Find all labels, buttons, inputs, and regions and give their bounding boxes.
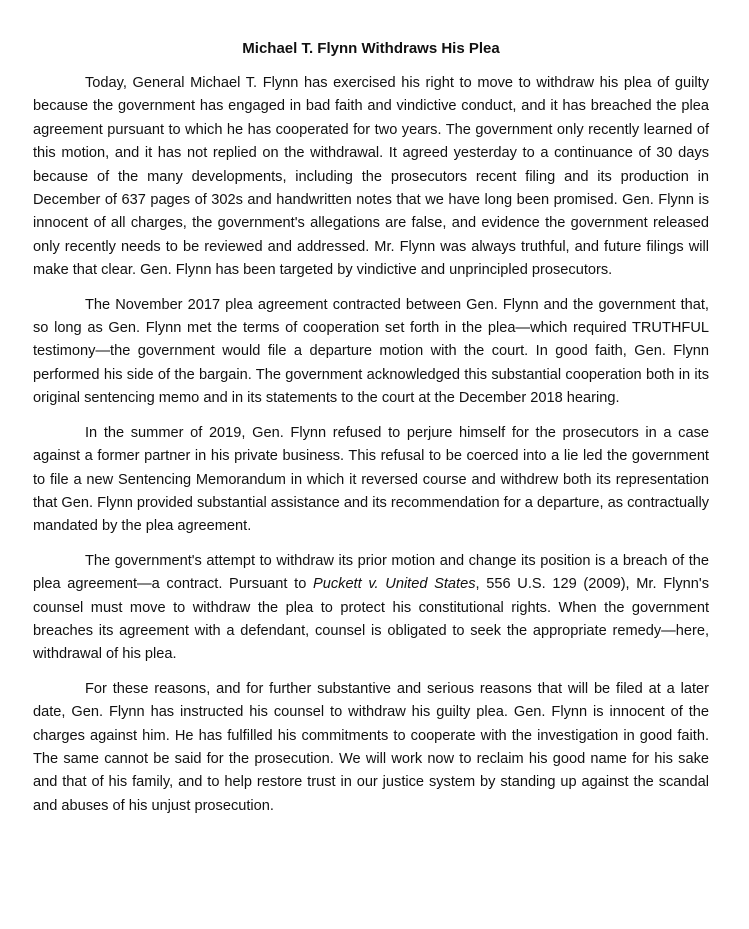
paragraph-4 xyxy=(33,550,709,667)
paragraph-4-text-after: , 556 U.S. 129 (2009), Mr. Flynn's counsel must move to withdraw the plea to protect his constitutional rights. When the government breaches its agreement with a defendant, counsel is obligated to seek the appropriate remedy—here, withdrawal of his plea. xyxy=(33,576,709,663)
case-citation: Puckett v. United States xyxy=(313,576,476,593)
paragraph-3: In the summer of 2019, Gen. Flynn refused to perjure himself for the prosecutors in a case against a former partner in his private business. This refusal to be coerced into a lie led the government to file a new Sentencing Memorandum in which it reversed course and withdrew both its representation that Gen. Flynn provided substantial assistance and its recommendation for a departure, as contractually mandated by the plea agreement. xyxy=(33,424,709,535)
document-title: Michael T. Flynn Withdraws His Plea xyxy=(242,40,500,57)
paragraph-4-text-before: The government's attempt to withdraw its prior motion and change its position is a breach of the plea agreement—a contract. Pursuant to xyxy=(33,552,709,593)
paragraph-5: For these reasons, and for further substantive and serious reasons that will be filed at a later date, Gen. Flynn has instructed his counsel to withdraw his guilty plea. Gen. Flynn is innocent of the charges against him. He has fulfilled his commitments to cooperate with the investigation in good faith. The same cannot be said for the prosecution. We will work now to reclaim his good name for his sake and that of his family, and to help restore trust in our justice system by standing up against the scandal and abuses of his unjust prosecution. xyxy=(33,680,709,814)
paragraph-2: The November 2017 plea agreement contracted between Gen. Flynn and the government that, so long as Gen. Flynn met the terms of cooperation set forth in the plea—which required TRUTHFUL testimony—the government would file a departure motion with the court. In good faith, Gen. Flynn performed his side of the bargain. The government acknowledged this substantial cooperation both in its original sentencing memo and in its statements to the court at the December 2018 hearing. xyxy=(33,296,709,407)
paragraph-1: Today, General Michael T. Flynn has exercised his right to move to withdraw his plea of guilty because the government has engaged in bad faith and vindictive conduct, and it has breached the plea agreement pursuant to which he has cooperated for two years. The government only recently learned of this motion, and it has not replied on the withdrawal. It agreed yesterday to a continuance of 30 days because of the many developments, including the prosecutors recent filing and its production in December of 637 pages of 302s and handwritten notes that we have long been promised. Gen. Flynn is innocent of all charges, the government's allegations are false, and evidence the government released only recently needs to be reviewed and addressed. Mr. Flynn was always truthful, and future filings will make that clear. Gen. Flynn has been targeted by vindictive and unprincipled prosecutors. xyxy=(33,75,709,279)
